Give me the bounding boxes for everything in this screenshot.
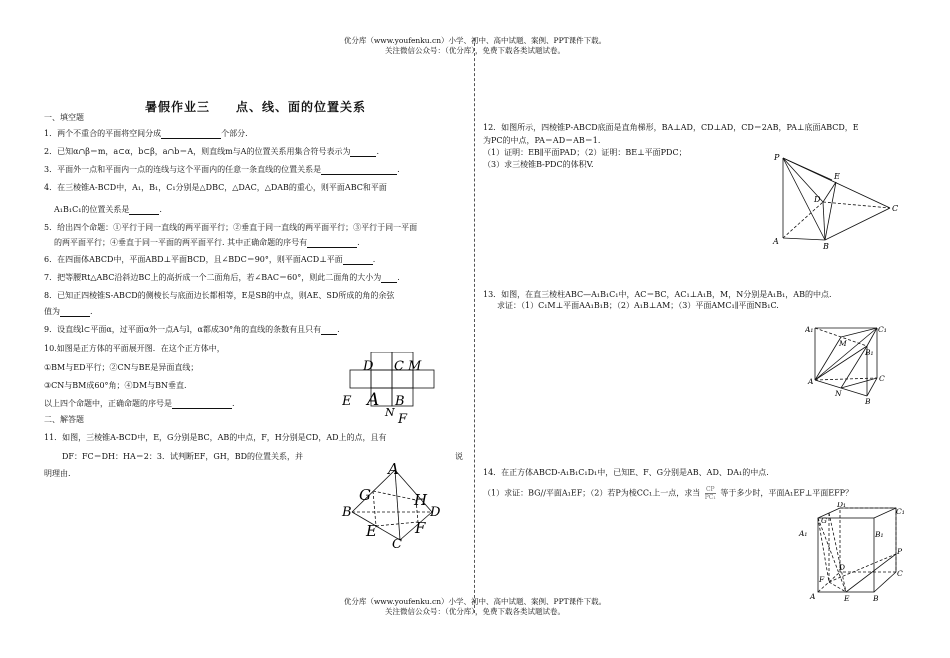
net-label-c: C [394, 359, 404, 374]
prism-label-a1: A₁ [805, 325, 814, 334]
pyramid-label-c: C [892, 204, 899, 213]
tetra-label-d: D [430, 505, 441, 520]
header-line-2: 关注微信公众号：（优分库），免费下载各类试题试卷。 [385, 46, 565, 55]
question-13-line-1: 13．如图，在直三棱柱ABC—A₁B₁C₁中，AC＝BC，AC₁⊥A₁B，M，N分别是A₁B₁，AB的中点. [483, 290, 832, 299]
question-9: 9．设直线l⊂平面α，过平面α外一点A与l，α都成30°角的直线的条数有且只有 . [44, 325, 340, 334]
cube-label-c: C [897, 569, 903, 578]
tetra-label-g: G [359, 486, 371, 504]
net-label-f: F [398, 412, 408, 427]
pyramid-label-e: E [834, 172, 840, 181]
cube-label-b1: B₁ [875, 530, 884, 539]
question-14-line-2: （1）求证：BG//平面A₁EF；（2）若P为棱CC₁上一点，求当 $\frac{CP}{\text{PC₁}}$ 等于多少时，平面A₁EF⊥平面EFP？ [483, 486, 854, 501]
pyramid-label-b: B [823, 242, 829, 250]
question-3: 3．平面外一点和平面内一点的连线与这个平面内的任意一条直线的位置关系是 . [44, 165, 400, 174]
cube-label-a1: A₁ [799, 529, 808, 538]
tetra-label-f: F [415, 519, 426, 537]
column-divider [474, 38, 475, 613]
prism-label-b: B [865, 397, 871, 404]
net-label-n: N [385, 406, 395, 419]
header-line-1: 优分库（www.youfenku.cn）小学、初中、高中试题、案例、PPT课件下载。 [343, 36, 607, 45]
cube-label-c1: C₁ [896, 507, 905, 516]
prism-figure [805, 322, 895, 404]
question-4-line-2: A₁B₁C₁的位置关系是 . [54, 205, 162, 214]
page-title: 暑假作业三 点、线、面的位置关系 [145, 100, 367, 114]
pyramid-label-p: P [774, 153, 780, 162]
prism-label-n: N [835, 389, 842, 398]
cube-label-f: F [819, 575, 825, 584]
cube-label-a: A [810, 592, 816, 601]
prism-label-c1: C₁ [878, 325, 887, 334]
tetra-label-a: A [388, 460, 399, 478]
pyramid-label-d: D [814, 195, 821, 204]
question-13-line-2: 求证：（1）C₁M⊥平面AA₁B₁B；（2）A₁B⊥AM；（3）平面AMC₁∥平面NB₁C. [497, 301, 779, 310]
question-10-line-3: ③CN与BM成60°角；④DM与BN垂直. [44, 381, 187, 390]
pyramid-figure [770, 150, 905, 250]
prism-label-m: M [839, 339, 847, 348]
tetra-label-b: B [342, 505, 352, 520]
net-label-a: A [367, 390, 380, 410]
pyramid-label-a: A [773, 237, 779, 246]
question-12-line-3: （1）证明：EB∥平面PAD；（2）证明：BE⊥平面PDC； [483, 148, 687, 157]
question-12-line-1: 12．如图所示，四棱锥P‑ABCD底面是直角梯形，BA⊥AD，CD⊥AD，CD＝2AB，PA⊥底面ABCD，E [483, 123, 859, 132]
question-6: 6．在四面体ABCD中，平面ABD⊥平面BCD，且∠BDC＝90°，则平面ACD⊥平面 . [44, 255, 376, 264]
cube-net-figure [342, 352, 442, 427]
net-label-b: B [395, 394, 405, 409]
prism-label-a: A [808, 377, 814, 386]
question-8-line-1: 8．已知正四棱锥S‑ABCD的侧棱长与底面边长都相等，E是SB的中点，则AE、SD所成的角的余弦 [44, 291, 395, 300]
question-2: 2．已知α∩β＝m，a⊂α，b⊂β，a∩b＝A，则直线m与A的位置关系用集合符号表示为 . [44, 147, 380, 156]
question-14-line-1: 14．在正方体ABCD‑A₁B₁C₁D₁中，已知E、F、G分别是AB、AD、DA₁的中点. [483, 468, 769, 477]
ratio-denominator: PC₁ [704, 494, 716, 501]
question-8-line-2: 值为 . [44, 307, 93, 316]
question-11-line-2-end: 说 [455, 452, 463, 461]
cube-label-d: D [839, 563, 846, 572]
cube-figure [795, 502, 910, 602]
question-10-line-4: 以上四个命题中，正确命题的序号是 . [44, 399, 235, 408]
question-11-line-3: 明理由. [44, 469, 71, 478]
prism-label-c: C [879, 374, 885, 383]
net-label-d: D [363, 359, 374, 374]
prism-label-b1: B₁ [865, 348, 874, 357]
question-11-line-2: DF：FC＝DH：HA＝2：3．试判断EF，GH，BD的位置关系，并 [62, 452, 304, 461]
question-5-line-1: 5．给出四个命题：①平行于同一直线的两平面平行；②垂直于同一直线的两平面平行；③平行于同一平面 [44, 223, 418, 232]
question-12-line-4: （3）求三棱锥B‑PDC的体积V. [483, 160, 594, 169]
footer-line-1: 优分库（www.youfenku.cn）小学、初中、高中试题、案例、PPT课件下载。 [343, 597, 607, 606]
tetra-label-h: H [414, 491, 428, 509]
cube-label-b: B [873, 594, 879, 602]
cube-label-p: P [897, 547, 903, 556]
question-4-line-1: 4．在三棱锥A‑BCD中，A₁，B₁，C₁分别是△DBC，△DAC，△DAB的重心，则平面ABC和平面 [44, 183, 387, 192]
question-11-line-1: 11．如图，三棱锥A‑BCD中，E，G分别是BC，AB的中点，F，H分别是CD，AD上的点，且有 [44, 433, 387, 442]
footer-line-2: 关注微信公众号：（优分库），免费下载各类试题试卷。 [385, 607, 565, 616]
question-1: 1．两个不重合的平面将空间分成 个部分. [44, 129, 248, 138]
question-12-line-2: 为PC的中点，PA＝AD＝AB＝1. [483, 136, 601, 145]
tetra-label-c: C [392, 537, 402, 550]
cube-label-e: E [844, 594, 850, 602]
question-10-line-1: 10.如图是正方体的平面展开图．在这个正方体中， [44, 344, 225, 353]
section-1-heading: 一、填空题 [44, 113, 84, 122]
net-label-m: M [408, 359, 422, 374]
cube-label-g: G [821, 516, 827, 525]
tetrahedron-figure [340, 460, 450, 550]
net-label-e: E [342, 394, 352, 409]
cube-label-d1: D₁ [837, 502, 847, 509]
tetra-label-e: E [366, 522, 377, 540]
question-10-line-2: ①BM与ED平行；②CN与BE是异面直线； [44, 363, 199, 372]
ratio-numerator: CP [705, 486, 715, 493]
section-2-heading: 二、解答题 [44, 415, 84, 424]
question-7: 7．把等腰Rt△ABC沿斜边BC上的高折成一个二面角后，若∠BAC＝60°，则此二面角的大小为 . [44, 273, 400, 282]
question-5-line-2: 的两平面平行；④垂直于同一平面的两平面平行. 其中正确命题的序号有 . [54, 238, 360, 247]
